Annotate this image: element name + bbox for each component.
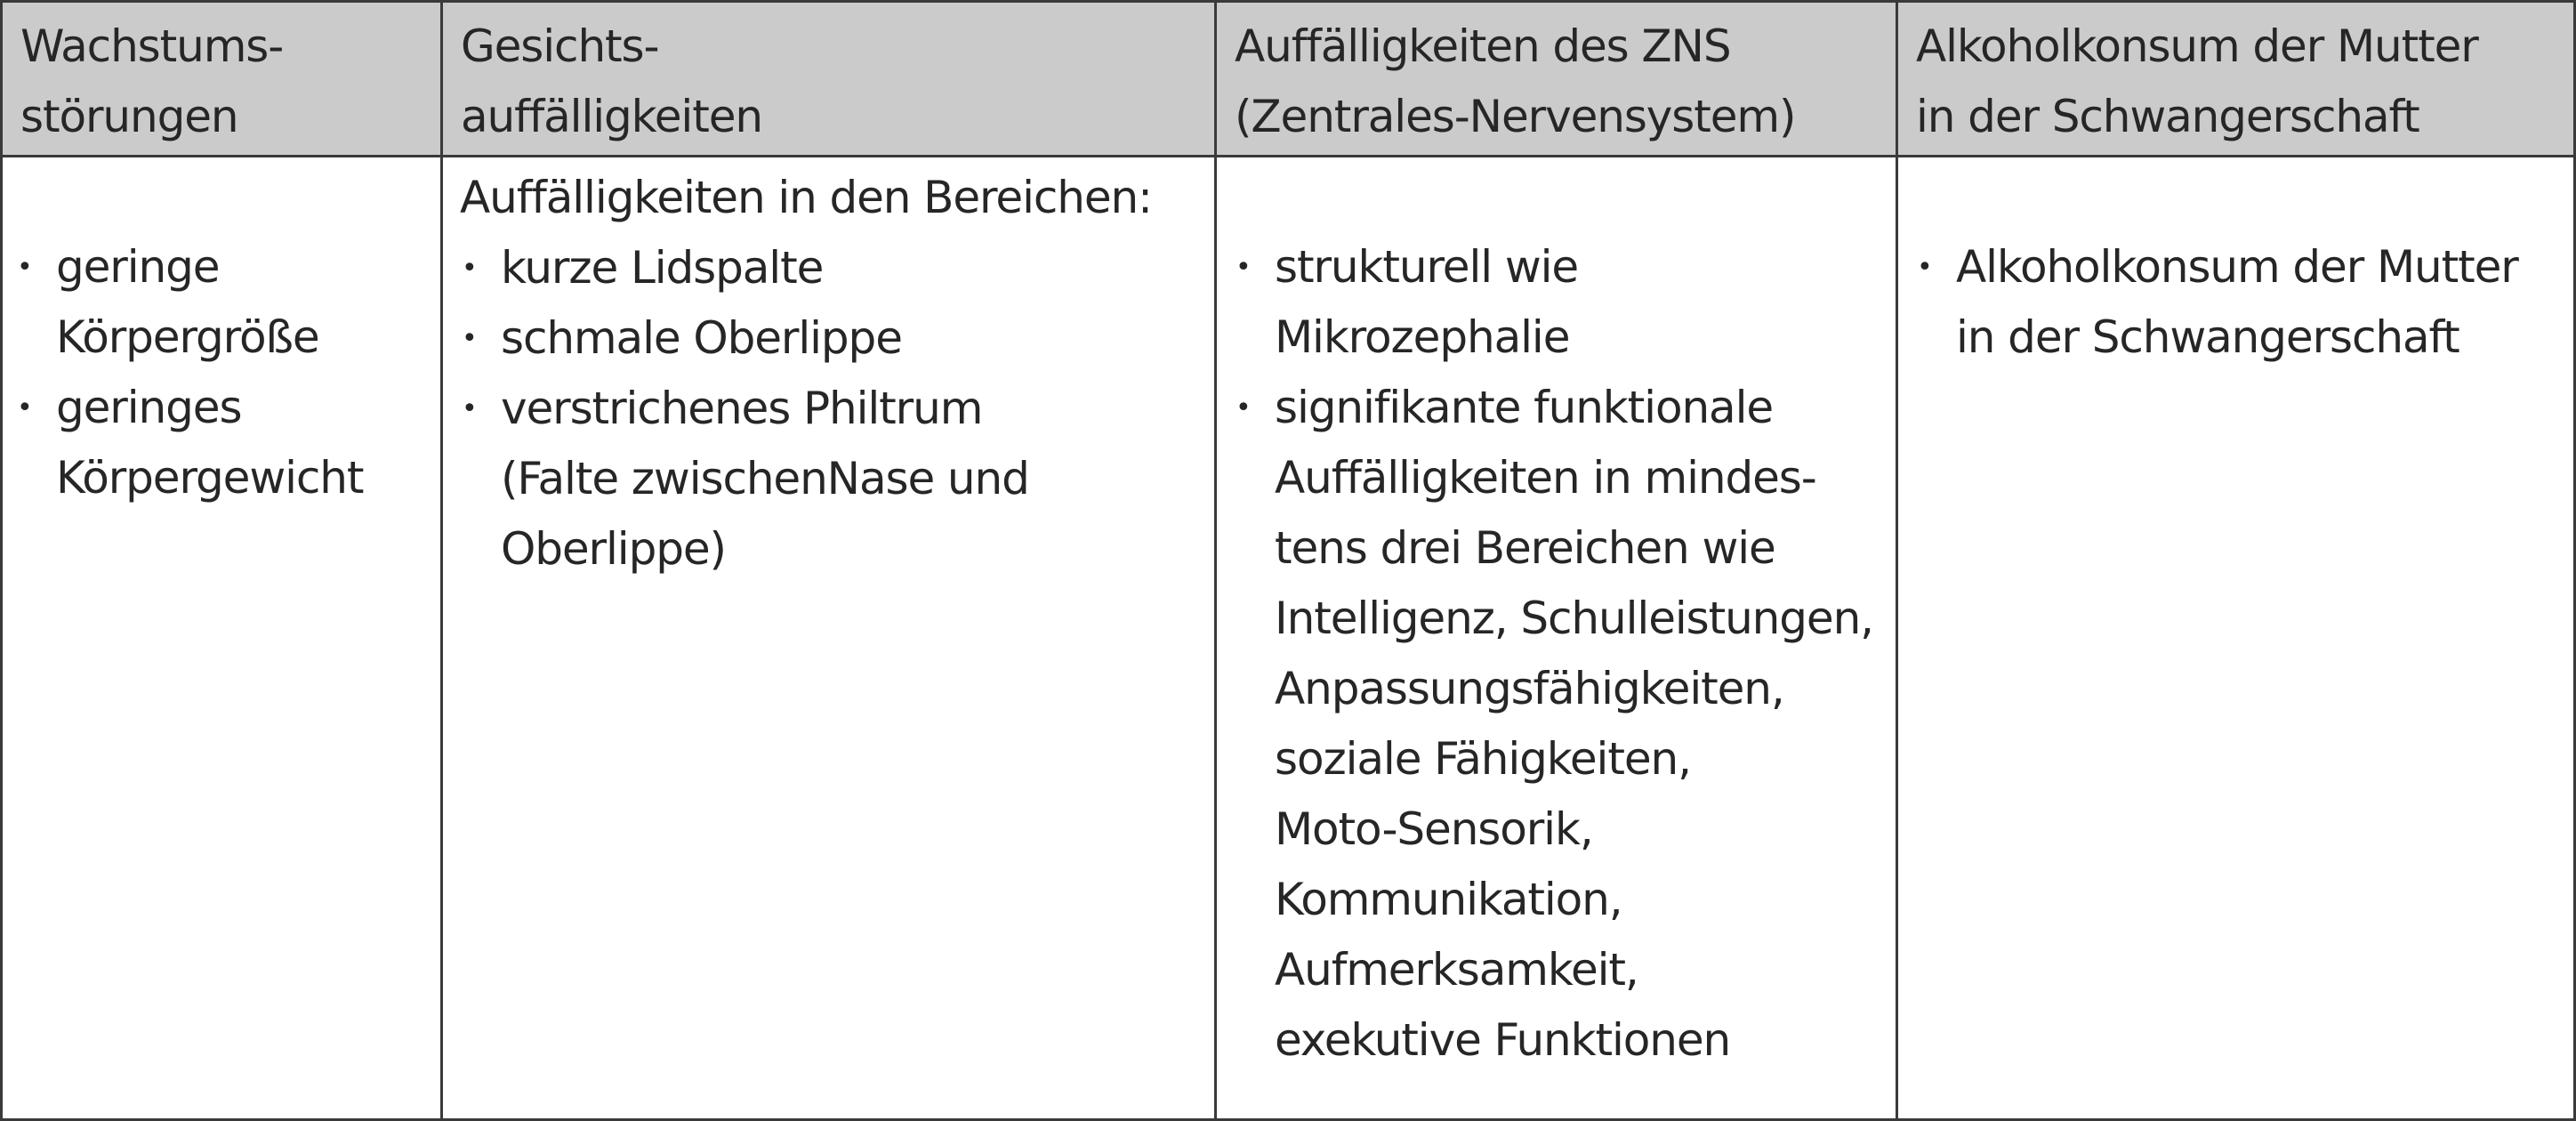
header-maternal-alcohol: Alkoholkonsum der Mutter in der Schwangerschaft [1916, 20, 2478, 142]
column-divider [440, 3, 443, 1118]
header-cns-anomalies: Auffälligkeiten des ZNS (Zentrales-Nervensystem) [1235, 20, 1796, 142]
list-item: • strukturell wie Mikrozephalie [1234, 232, 1873, 373]
cell-growth-disorders [15, 232, 363, 513]
cell-cns-anomalies [1234, 232, 1873, 1076]
list-item: • geringe Körpergröße [15, 232, 363, 373]
facial-list [460, 233, 1152, 585]
cell-intro-text: Auffälligkeiten in den Bereichen: [460, 172, 1152, 223]
column-divider [1896, 3, 1898, 1118]
growth-list [15, 232, 363, 513]
list-item: • kurze Lidspalte [460, 233, 1152, 303]
list-item: • geringes Körpergewicht [15, 373, 363, 513]
cns-list [1234, 232, 1873, 1076]
header-facial-anomalies: Gesichts- auffälligkeiten [461, 20, 762, 142]
cell-facial-anomalies [460, 163, 1152, 585]
alcohol-list [1915, 232, 2518, 373]
list-item: • verstrichenes Philtrum (Falte zwischenNase und Oberlippe) [460, 374, 1152, 585]
list-item: • Alkoholkonsum der Mutter in der Schwangerschaft [1915, 232, 2518, 373]
header-growth-disorders: Wachstums- störungen [20, 20, 284, 142]
column-divider [1214, 3, 1217, 1118]
list-item: • schmale Oberlippe [460, 303, 1152, 374]
cell-maternal-alcohol [1915, 232, 2518, 373]
list-item: • signifikante funktionale Auffälligkeiten in mindes- tens drei Bereichen wie Intelligenz, Schulleistungen, Anpassungsfähigkeiten, soziale Fähigkeiten, Moto-Sensorik, Kommunikation, Aufmerksamkeit, exekutive Funktionen [1234, 373, 1873, 1076]
